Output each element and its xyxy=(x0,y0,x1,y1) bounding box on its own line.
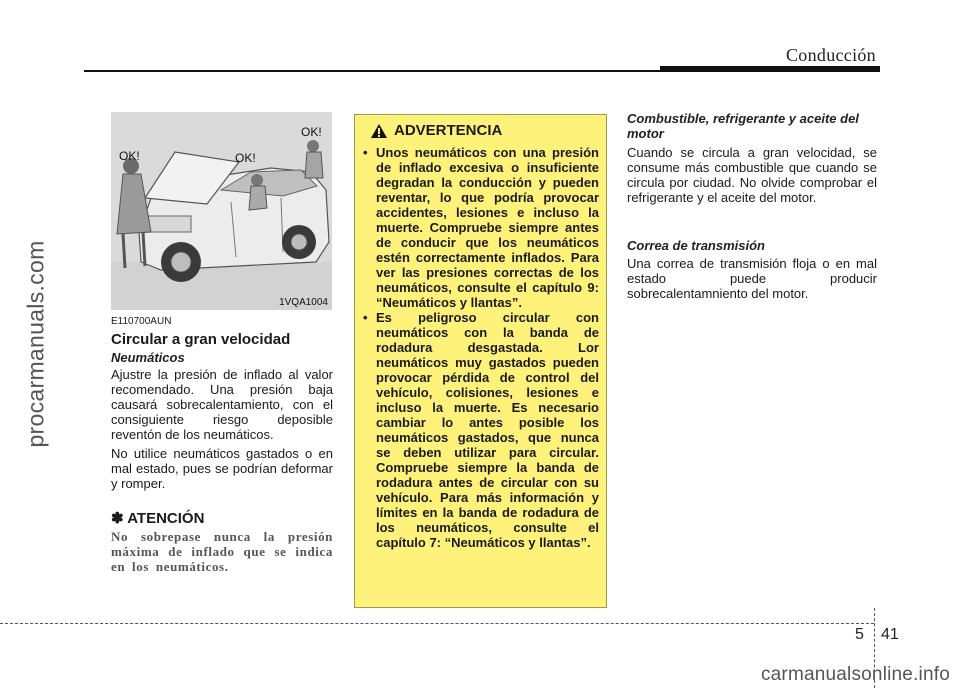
warning-list xyxy=(363,145,599,550)
ok-label-3: OK! xyxy=(301,125,322,139)
attention-symbol-icon: ✽ xyxy=(111,510,124,527)
chapter-number: 5 xyxy=(855,626,864,643)
running-header-title: Conducción xyxy=(786,45,876,65)
header-rule xyxy=(84,70,662,72)
paragraph-fuel-coolant: Cuando se circula a gran velocidad, se consume más combustible que cuando se circula por ciudad. No olvide comprobar el refrigerante y el aceite del motor. xyxy=(627,145,877,205)
paragraph-tire-pressure: Ajustre la presión de inflado al valor recomendado. Una presión baja causará sobrecalentamiento, con el consiguiente riesgo deposible reventón de los neumáticos. xyxy=(111,367,333,442)
bullet-icon: • xyxy=(363,145,368,160)
ok-label-2: OK! xyxy=(235,151,256,165)
section-title: Circular a gran velocidad xyxy=(111,331,291,348)
warning-box xyxy=(354,114,607,608)
attention-title: ATENCIÓN xyxy=(127,510,205,527)
warning-item xyxy=(363,145,599,310)
warning-item-text: Unos neumáticos con una presión de inflado excesiva o insuficiente degradan la conducción y pueden reventar, lo que podría provocar accidentes, lesiones e incluso la muerte. Compruebe siempre antes de conducir que los neumáticos estén correctamente inflados. Para ver las presiones correctas de los neumáticos, consulte el capítulo 9: “Neumáticos y llantas”. xyxy=(376,145,599,310)
side-watermark: procarmanuals.com xyxy=(22,240,49,448)
car-drawing xyxy=(111,112,332,310)
paragraph-belt: Una correa de transmisión floja o en mal estado puede producir sobrecalentamniento del motor. xyxy=(627,256,877,301)
ok-label-1: OK! xyxy=(119,149,140,163)
paragraph-worn-tires: No utilice neumáticos gastados o en mal estado, pues se podrían deformar y romper. xyxy=(111,446,333,491)
header-bar xyxy=(660,66,880,72)
warning-heading xyxy=(370,122,502,139)
illustration-code: 1VQA1004 xyxy=(279,297,328,308)
attention-heading xyxy=(111,509,204,527)
attention-body: No sobrepase nunca la presión máxima de inflado que se indica en los neumáticos. xyxy=(111,529,333,574)
warning-item-text: Es peligroso circular con neumáticos con la banda de rodadura desgastada. Lor neumáticos muy gastados pueden provocar pérdida de control del vehículo, colisiones, lesiones e incluso la muerte. Es necesario cambiar lo antes posible los neumáticos gastados, que nunca se deben utilizar para circular. Compruebe siempre la banda de rodadura antes de circular con su vehículo. Para más información y límites en la banda de rodadura de los neumáticos, consulte el capítulo 7: “Neumáticos y llantas”. xyxy=(376,310,599,550)
warning-triangle-icon xyxy=(370,123,388,139)
page-number: 41 xyxy=(881,626,899,643)
car-tire-illustration xyxy=(111,112,332,310)
subheading-fuel-coolant: Combustible, refrigerante y aceite del motor xyxy=(627,111,859,141)
section-code: E110700AUN xyxy=(111,316,172,327)
footer-rule xyxy=(0,623,874,624)
bullet-icon: • xyxy=(363,310,368,325)
bottom-watermark: carmanualsonline.info xyxy=(760,664,950,685)
warning-title: ADVERTENCIA xyxy=(394,122,503,139)
warning-item xyxy=(363,310,599,550)
subheading-tires: Neumáticos xyxy=(111,350,185,365)
subheading-belt: Correa de transmisión xyxy=(627,238,765,253)
